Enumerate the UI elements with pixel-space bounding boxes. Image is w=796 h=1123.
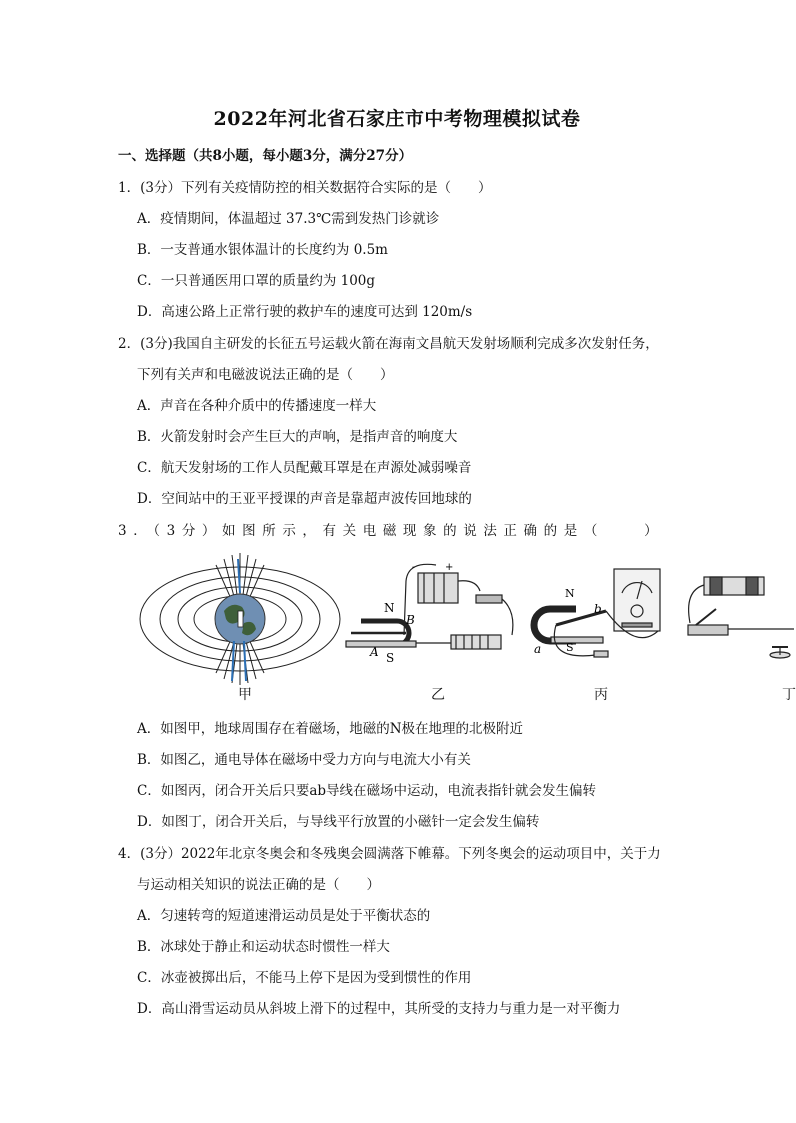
question-4-option-b: B．冰球处于静止和运动状态时惯性一样大	[137, 939, 390, 955]
motor-principle-diagram	[346, 564, 513, 649]
letter-a-1: A	[370, 645, 379, 659]
letter-b-2: b	[594, 602, 602, 616]
battery-plus: +	[445, 562, 454, 573]
letter-n-2: N	[565, 587, 575, 600]
letter-n-1: N	[384, 601, 395, 615]
question-1-option-c: C．一只普通医用口罩的质量约为 100g	[137, 273, 376, 289]
question-4-option-a: A．匀速转弯的短道速滑运动员是处于平衡状态的	[137, 908, 431, 924]
field-line-blue	[244, 641, 246, 681]
electromagnetism-figure	[136, 551, 794, 701]
question-2-stem-continued: 下列有关声和电磁波说法正确的是（ ）	[137, 367, 394, 383]
question-3-option-d: D．如图丁，闭合开关后，与导线平行放置的小磁针一定会发生偏转	[137, 814, 540, 830]
question-3-option-a: A．如图甲，地球周围存在着磁场，地磁的N极在地理的北极附近	[137, 721, 524, 737]
question-1-stem: 1．(3分）下列有关疫情防控的相关数据符合实际的是（ ）	[118, 180, 492, 196]
question-4-option-c: C．冰壶被掷出后，不能马上停下是因为受到惯性的作用	[137, 970, 472, 986]
figure-label-yi: 乙	[431, 687, 445, 703]
question-2-option-a: A．声音在各种介质中的传播速度一样大	[137, 398, 377, 414]
battery-minus: -	[412, 562, 416, 573]
question-4-stem: 4．(3分）2022年北京冬奥会和冬残奥会圆满落下帷幕。下列冬奥会的运动项目中，关于力	[118, 846, 661, 862]
letter-s-1: S	[386, 651, 395, 665]
question-2-option-c: C．航天发射场的工作人员配戴耳罩是在声源处减弱噪音	[137, 460, 472, 476]
compass-needle-icon	[238, 611, 243, 627]
question-3-stem: 3．（3分）如图所示，有关电磁现象的说法正确的是（ ）	[118, 523, 665, 539]
oersted-diagram	[688, 577, 794, 658]
question-3-option-b: B．如图乙，通电导体在磁场中受力方向与电流大小有关	[137, 752, 471, 768]
page-title: 2022年河北省石家庄市中考物理模拟试卷	[213, 108, 581, 130]
figure-label-bing: 丙	[594, 687, 608, 703]
question-3-option-c: C．如图丙，闭合开关后只要ab导线在磁场中运动，电流表指针就会发生偏转	[137, 783, 597, 799]
question-1-option-d: D．高速公路上正常行驶的救护车的速度可达到 120m/s	[137, 304, 473, 320]
question-1-option-b: B．一支普通水银体温计的长度约为 0.5m	[137, 242, 388, 258]
question-4-stem-continued: 与运动相关知识的说法正确的是（ ）	[137, 877, 380, 893]
letter-b-1: B	[406, 613, 415, 627]
question-2-stem: 2．(3分)我国自主研发的长征五号运载火箭在海南文昌航天发射场顺利完成多次发射任务，	[118, 336, 659, 352]
question-2-option-d: D．空间站中的王亚平授课的声音是靠超声波传回地球的	[137, 491, 472, 507]
letter-s-2: S	[566, 641, 574, 654]
section-heading: 一、选择题（共8小题，每小题3分，满分27分）	[118, 148, 413, 164]
question-1-option-a: A．疫情期间，体温超过 37.3℃需到发热门诊就诊	[137, 211, 440, 227]
letter-a-2: a	[534, 642, 542, 656]
question-2-option-b: B．火箭发射时会产生巨大的声响，是指声音的响度大	[137, 429, 458, 445]
figure-label-ding: 丁	[782, 687, 796, 703]
figure-label-jia: 甲	[238, 687, 252, 703]
question-4-option-d: D．高山滑雪运动员从斜坡上滑下的过程中，其所受的支持力与重力是一对平衡力	[137, 1001, 621, 1017]
